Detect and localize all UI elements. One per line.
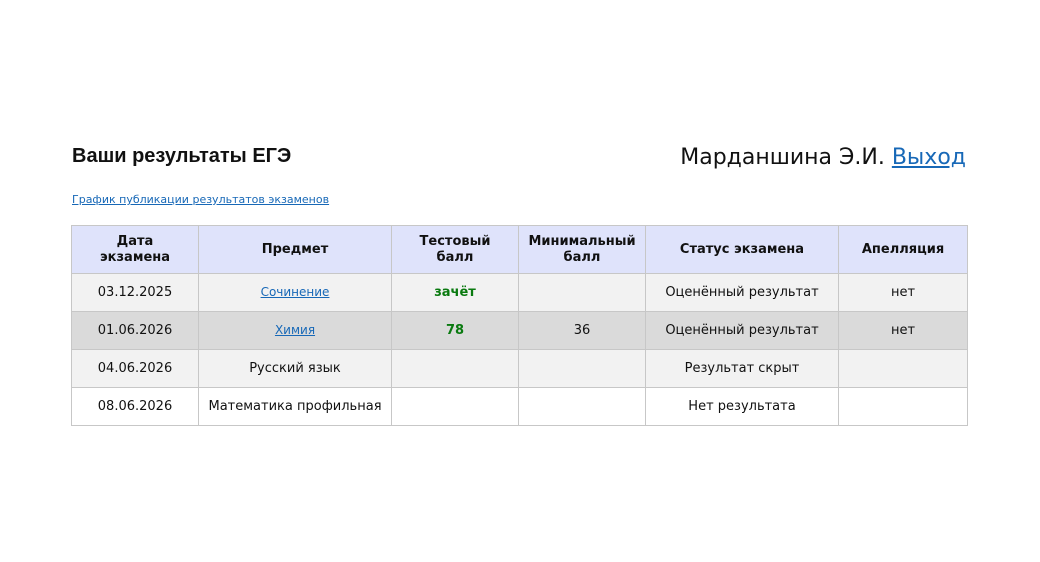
cell-min-score [519, 274, 646, 312]
cell-status: Оценённый результат [646, 274, 839, 312]
cell-score [392, 350, 519, 388]
score-value: 78 [445, 322, 465, 338]
cell-score [392, 312, 519, 350]
table-row [72, 350, 968, 388]
cell-min-score [519, 350, 646, 388]
cell-score [392, 388, 519, 426]
score-value: зачёт [434, 284, 476, 300]
cell-date: 03.12.2025 [72, 274, 199, 312]
cell-score [392, 274, 519, 312]
user-name: Марданшина Э.И. [680, 145, 885, 170]
column-header-min-score: Минимальный балл [519, 226, 646, 274]
table-row [72, 274, 968, 312]
cell-appeal: нет [839, 312, 968, 350]
cell-appeal [839, 350, 968, 388]
column-header-subject: Предмет [199, 226, 392, 274]
cell-date: 04.06.2026 [72, 350, 199, 388]
page-title: Ваши результаты ЕГЭ [72, 145, 292, 167]
column-header-status: Статус экзамена [646, 226, 839, 274]
cell-subject [199, 274, 392, 312]
subject-link-essay[interactable]: Сочинение [260, 285, 330, 299]
cell-appeal: нет [839, 274, 968, 312]
cell-appeal [839, 388, 968, 426]
cell-min-score [519, 388, 646, 426]
column-header-date: Дата экзамена [72, 226, 199, 274]
column-header-test-score: Тестовый балл [392, 226, 519, 274]
table-row [72, 312, 968, 350]
cell-subject: Русский язык [199, 350, 392, 388]
results-schedule-link[interactable]: График публикации результатов экзаменов [72, 193, 330, 206]
cell-subject: Математика профильная [199, 388, 392, 426]
cell-subject [199, 312, 392, 350]
cell-date: 08.06.2026 [72, 388, 199, 426]
cell-date: 01.06.2026 [72, 312, 199, 350]
cell-status: Нет результата [646, 388, 839, 426]
cell-status: Оценённый результат [646, 312, 839, 350]
user-block [680, 144, 966, 172]
subject-link-chemistry[interactable]: Химия [274, 323, 316, 337]
column-header-appeal: Апелляция [839, 226, 968, 274]
results-table [71, 225, 968, 426]
cell-min-score: 36 [519, 312, 646, 350]
cell-status: Результат скрыт [646, 350, 839, 388]
table-row [72, 388, 968, 426]
logout-link[interactable]: Выход [891, 145, 966, 170]
table-header-row [72, 226, 968, 274]
